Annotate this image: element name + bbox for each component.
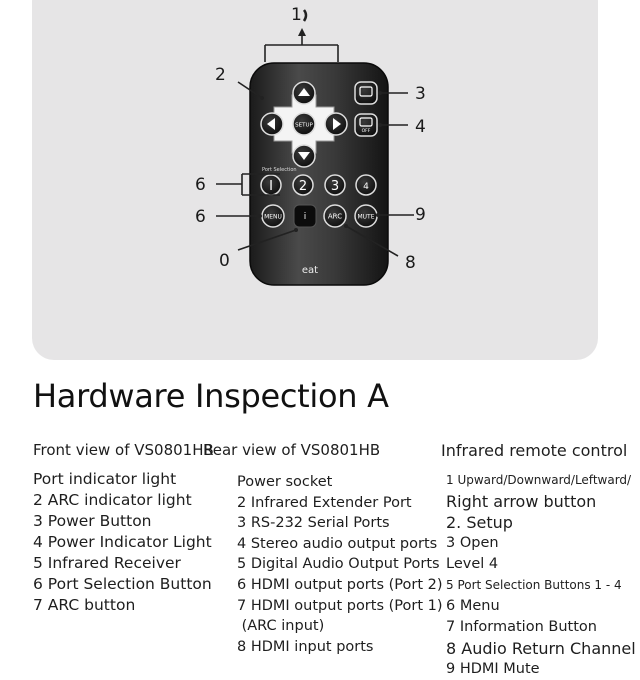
list-item: 6 Port Selection Button (33, 575, 212, 593)
svg-text:I: I (269, 179, 273, 194)
port-4-button[interactable] (356, 175, 376, 195)
list-item: 2. Setup (446, 513, 513, 532)
list-item: 9 HDMI Mute (446, 661, 540, 677)
list-item: 6 Menu (446, 598, 500, 614)
callout-8: 8 (405, 253, 416, 273)
list-item: 3 Open (446, 535, 499, 551)
callout-6b: 6 (195, 207, 206, 227)
port-1-button[interactable] (261, 175, 281, 195)
port-2-button[interactable] (293, 175, 313, 195)
list-item: (ARC input) (237, 618, 325, 635)
left-arrow-button[interactable] (261, 113, 283, 135)
svg-text:MUTE: MUTE (357, 213, 375, 221)
remote-brand: eat (301, 265, 319, 276)
front-view-title: Front view of VS0801HB (33, 441, 214, 459)
down-arrow-button[interactable] (293, 145, 315, 167)
up-arrow-button[interactable] (293, 82, 315, 104)
list-item: 8 Audio Return Channel (446, 639, 636, 658)
port-3-button[interactable] (325, 175, 345, 195)
power-off-button[interactable] (355, 114, 377, 136)
page-heading: Hardware Inspection A (33, 377, 389, 415)
arc-button[interactable] (324, 205, 346, 227)
callout-top: 1 (291, 5, 302, 25)
list-item: Port indicator light (33, 470, 177, 488)
svg-text:i: i (303, 212, 307, 222)
info-button[interactable] (294, 205, 316, 227)
list-item: 2 Infrared Extender Port (237, 494, 412, 511)
svg-text:3: 3 (330, 179, 340, 194)
callout-4: 4 (415, 117, 426, 137)
setup-button[interactable] (293, 113, 315, 135)
svg-text:4: 4 (363, 182, 369, 192)
svg-text:2: 2 (298, 179, 308, 194)
list-item: 1 Upward/Downward/Leftward/ (446, 473, 632, 487)
rear-view-list (237, 472, 443, 657)
list-item: 8 HDMI input ports (237, 638, 374, 655)
power-on-button[interactable] (355, 82, 377, 104)
list-item: 3 Power Button (33, 512, 152, 530)
svg-text:SETUP: SETUP (295, 122, 313, 129)
list-item: 7 Information Button (446, 619, 597, 635)
list-item: 3 RS-232 Serial Ports (237, 515, 390, 532)
svg-text:OFF: OFF (361, 129, 371, 134)
callout-3: 3 (415, 84, 426, 104)
front-view-list (33, 469, 212, 616)
list-item: 4 Stereo audio output ports (237, 535, 438, 552)
remote-list (446, 470, 636, 680)
list-item: 4 Power Indicator Light (33, 533, 212, 551)
list-item: Level 4 (446, 556, 499, 572)
mute-button[interactable] (355, 205, 377, 227)
svg-text:ARC: ARC (327, 212, 343, 221)
right-arrow-button[interactable] (325, 113, 347, 135)
list-item: 2 ARC indicator light (33, 491, 192, 509)
list-item: 5 Port Selection Buttons 1 - 4 (446, 578, 622, 592)
list-item: 5 Infrared Receiver (33, 554, 181, 572)
ir-emitter-icon (304, 10, 306, 21)
list-item: Power socket (237, 474, 333, 490)
callout-2: 2 (215, 65, 226, 85)
list-item: 5 Digital Audio Output Ports (237, 556, 440, 573)
list-item: 7 HDMI output ports (Port 1) (237, 597, 443, 614)
callout-0: 0 (219, 251, 230, 271)
svg-text:MENU: MENU (264, 213, 282, 221)
callout-6a: 6 (195, 175, 206, 195)
callout-9: 9 (415, 205, 426, 225)
remote-title: Infrared remote control (441, 441, 628, 460)
menu-button[interactable] (262, 205, 284, 227)
list-item: 7 ARC button (33, 596, 136, 614)
rear-view-title: Rear view of VS0801HB (203, 441, 381, 459)
port-selection-label: Port Selection (262, 167, 297, 173)
list-item: Right arrow button (446, 492, 597, 511)
list-item: 6 HDMI output ports (Port 2) (237, 576, 443, 593)
